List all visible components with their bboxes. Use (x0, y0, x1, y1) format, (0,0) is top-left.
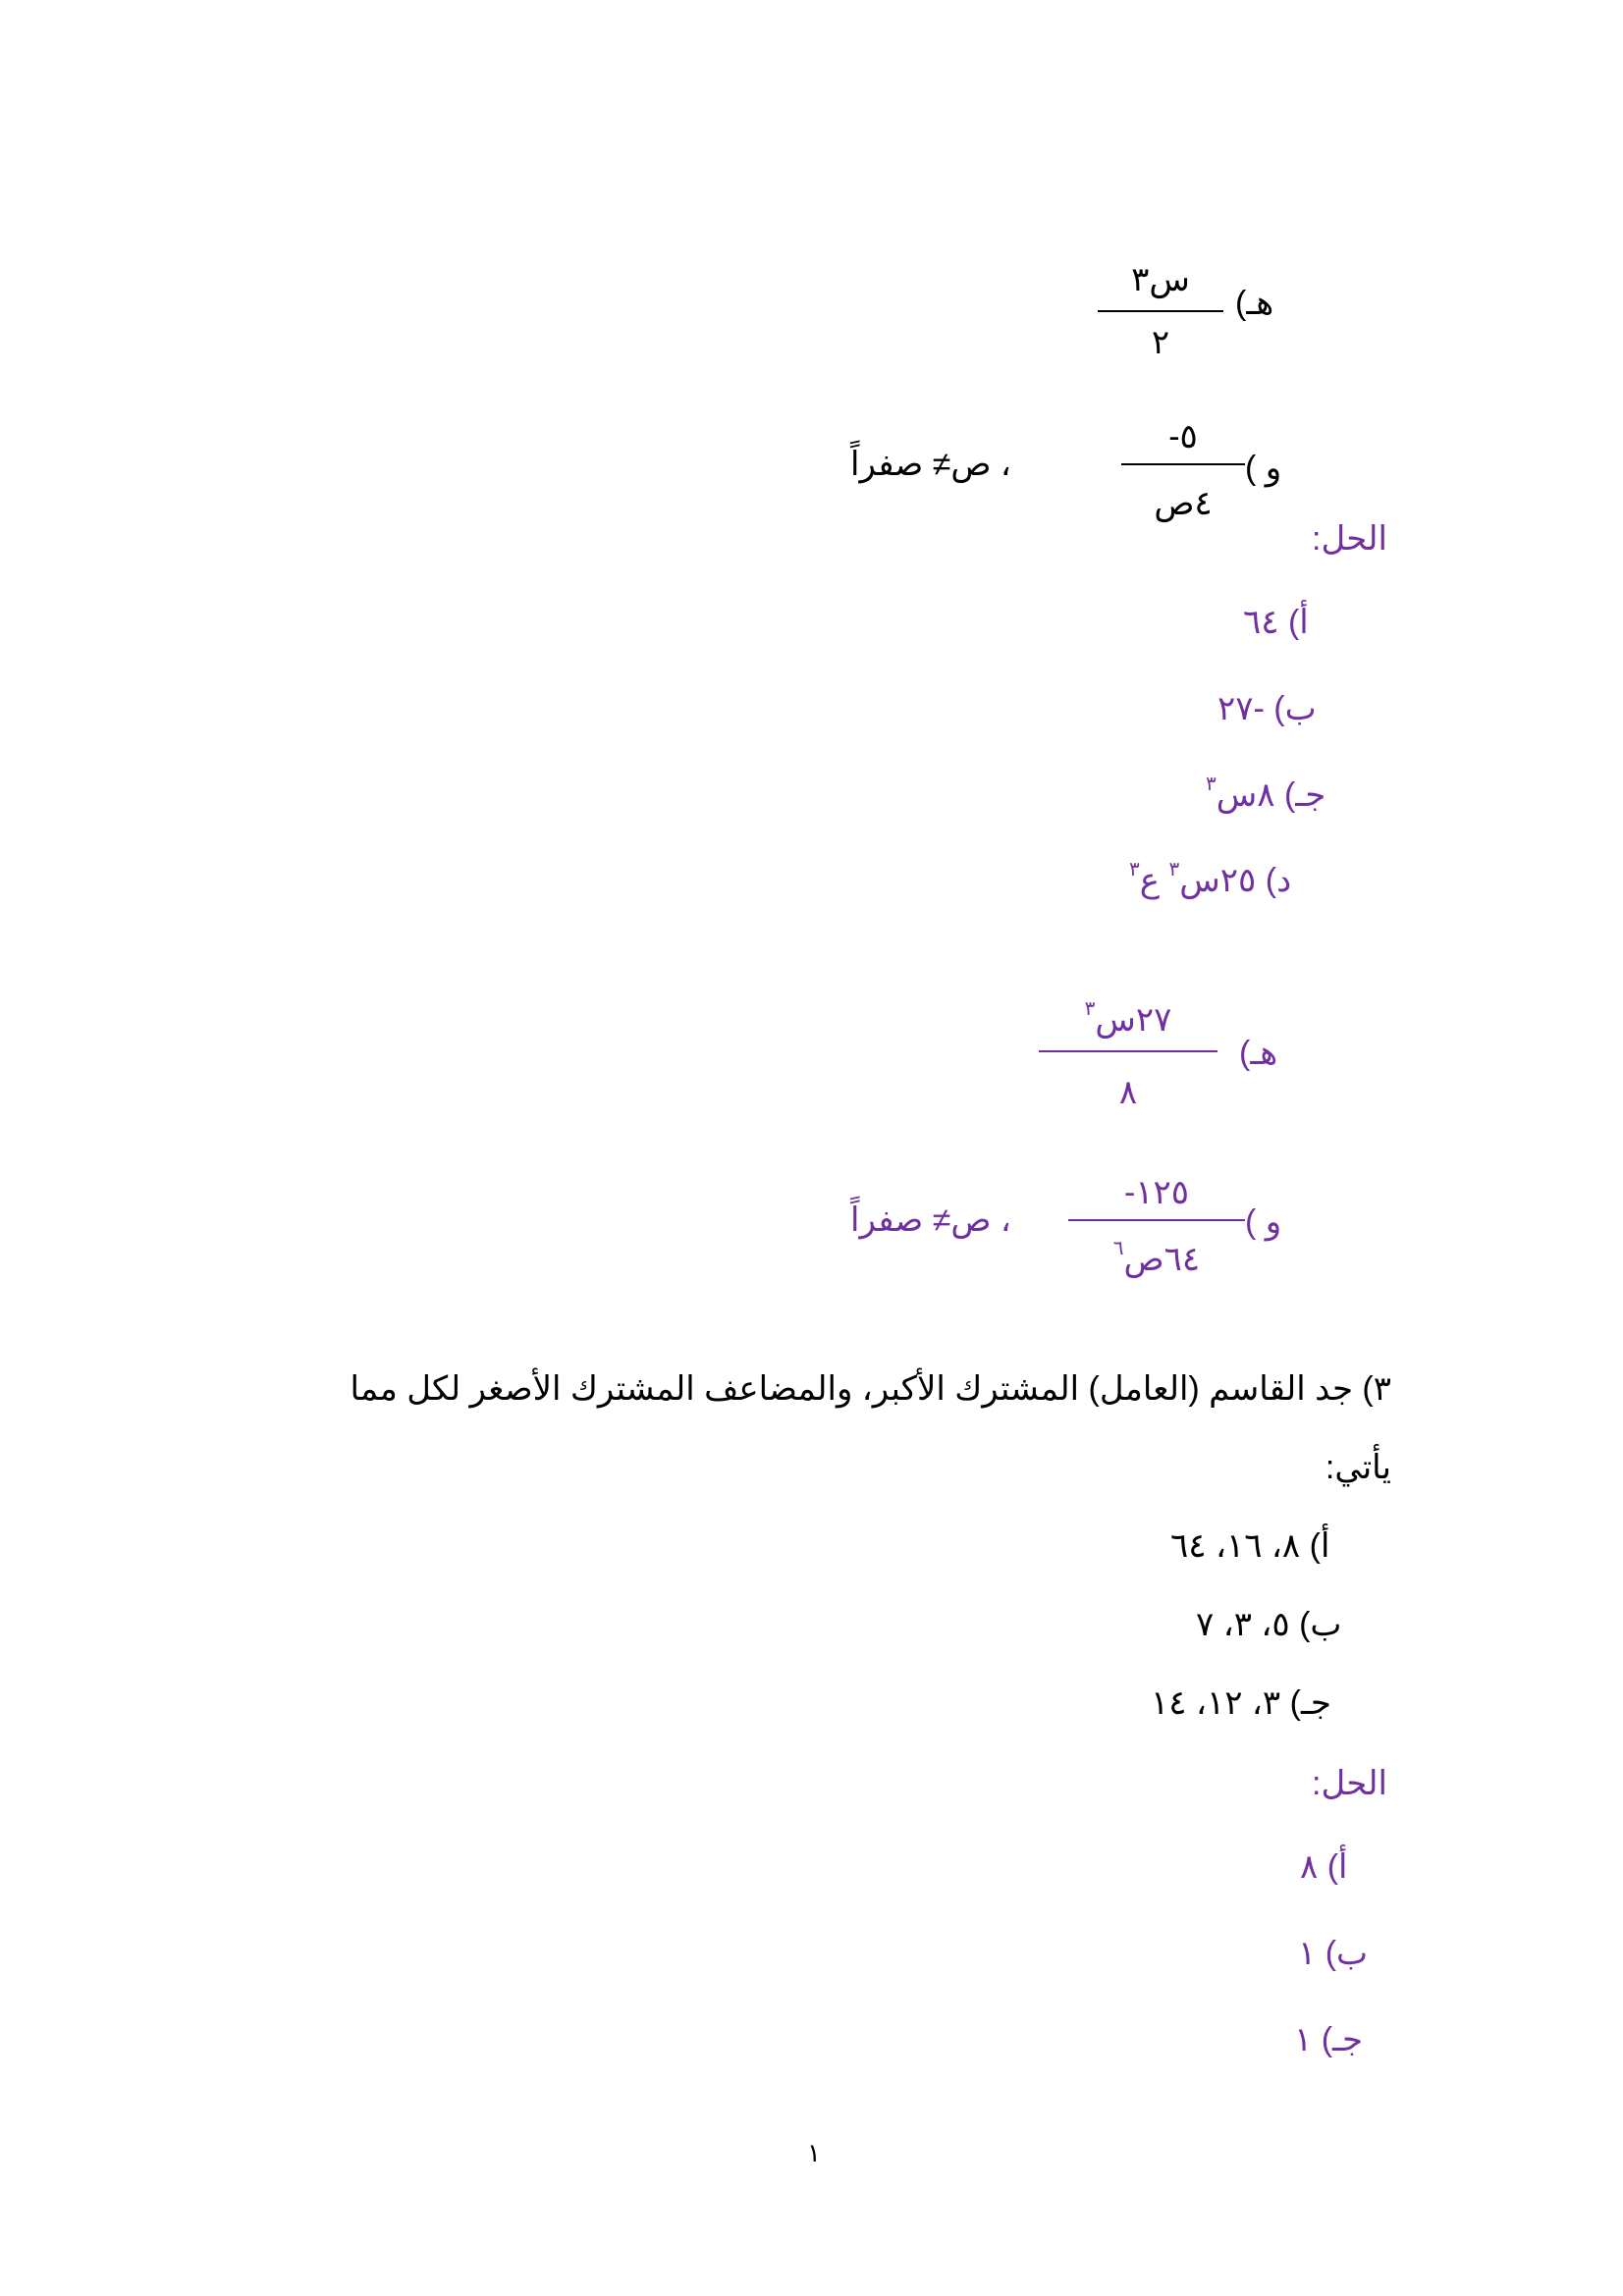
fraction-w (1121, 414, 1245, 528)
solution2-item-c: جـ) ١ (1294, 2021, 1364, 2058)
fraction-h (1098, 257, 1223, 365)
question3-line1: ٣) جد القاسم (العامل) المشترك الأكبر، والمضاعف المشترك الأصغر لكل مما (350, 1370, 1391, 1408)
fraction-h-bar (1098, 310, 1223, 312)
solution1-item-b: ب) -٢٧ (1217, 690, 1317, 727)
solution1-item-w-label: و ) (1245, 1203, 1282, 1241)
solution1-fraction-w-bar (1068, 1219, 1245, 1221)
solution1-fraction-w-numerator: ١٢٥- (1123, 1174, 1190, 1211)
fraction-w-denominator: ٤ص (1154, 485, 1213, 522)
solution1-fraction-w-denominator: ٦٤ص$^٦$ (1112, 1238, 1201, 1278)
question3-item-c: جـ) ٣، ١٢، ١٤ (1151, 1684, 1331, 1722)
solution2-heading: الحل: (1312, 1765, 1387, 1802)
question3-item-b: ب) ٥، ٣، ٧ (1196, 1606, 1342, 1643)
solution1-fraction-w (1068, 1170, 1245, 1284)
solution1-fraction-h-bar (1039, 1050, 1217, 1052)
question3-item-a: أ) ٨، ١٦، ٦٤ (1170, 1527, 1330, 1565)
fraction-w-bar (1121, 463, 1245, 465)
solution1-fraction-h-denominator: ٨ (1118, 1074, 1138, 1111)
solution1-item-a: أ) ٦٤ (1243, 604, 1309, 641)
part-w-label: و ) (1245, 450, 1282, 487)
solution1-fraction-h (1039, 997, 1217, 1113)
question3-line2: يأتي: (1325, 1449, 1391, 1486)
fraction-w-numerator: ٥- (1168, 418, 1198, 455)
solution1-item-d: د) ٢٥س$^٣$ ع$^٣$ (1129, 859, 1292, 899)
page-number: ١ (807, 2138, 821, 2167)
fraction-h-numerator: س٣ (1131, 261, 1190, 298)
fraction-w-condition: ، ص≠ صفراً (850, 446, 1011, 483)
solution1-item-h-label: هـ) (1239, 1035, 1278, 1072)
part-h-label: هـ) (1235, 285, 1274, 322)
solution2-item-a: أ) ٨ (1300, 1848, 1348, 1886)
fraction-h-denominator: ٢ (1151, 324, 1170, 361)
solution2-item-b: ب) ١ (1298, 1935, 1369, 1972)
solution1-fraction-h-numerator: ٢٧س$^٣$ (1084, 998, 1172, 1039)
solution1-heading: الحل: (1312, 520, 1387, 558)
solution1-fraction-w-condition: ، ص≠ صفراً (850, 1201, 1011, 1239)
solution1-item-c: جـ) ٨س$^٣$ (1206, 774, 1326, 814)
